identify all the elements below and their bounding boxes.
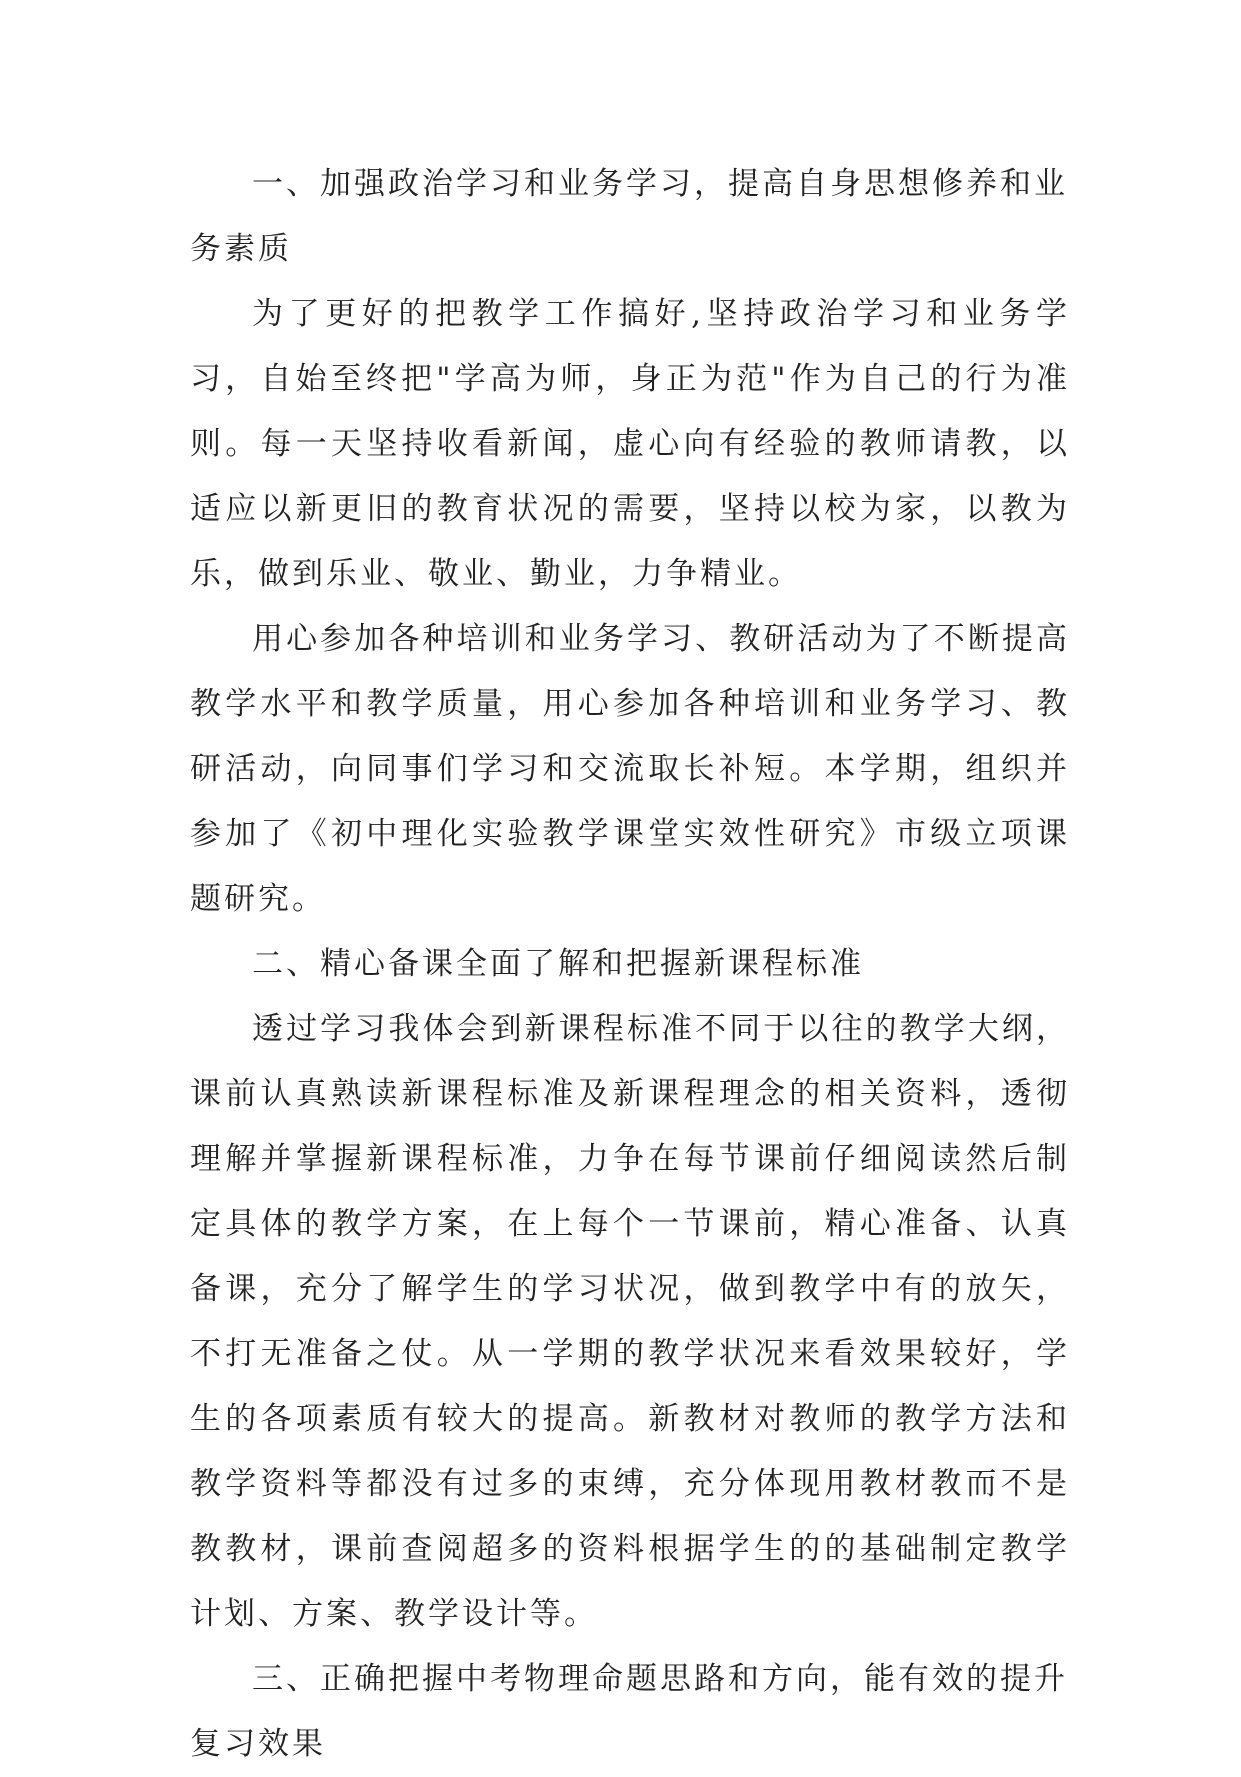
section-heading-2: 二、精心备课全面了解和把握新课程标准: [252, 946, 864, 982]
document-body: [190, 152, 1070, 1777]
paragraph-3: 透过学习我体会到新课程标准不同于以往的教学大纲，课前认真熟读新课程标准及新课程理念的相关资料，透彻理解并掌握新课程标准，力争在每节课前仔细阅读然后制定具体的教学方案，在上每个一节课前，精心准备、认真备课，充分了解学生的学习状况，做到教学中有的放矢，不打无准备之仗。从一学期的教学状况来看效果较好，学生的各项素质有较大的提高。新教材对教师的教学方法和教学资料等都没有过多的束缚，充分体现用教材教而不是教教材，课前查阅超多的资料根据学生的的基础制定教学计划、方案、教学设计等。: [190, 1011, 1070, 1632]
section-heading-3: 三、正确把握中考物理命题思路和方向，能有效的提升复习效果: [190, 1661, 1068, 1762]
paragraph-2: 用心参加各种培训和业务学习、教研活动为了不断提高教学水平和教学质量，用心参加各种培训和业务学习、教研活动，向同事们学习和交流取长补短。本学期，组织并参加了《初中理化实验教学课堂实效性研究》市级立项课题研究。: [190, 621, 1070, 917]
section-heading-1: 一、加强政治学习和业务学习，提高自身思想修养和业务素质: [190, 166, 1068, 267]
paragraph-1: 为了更好的把教学工作搞好,坚持政治学习和业务学习，自始至终把"学高为师，身正为范"作为自己的行为准则。每一天坚持收看新闻，虚心向有经验的教师请教，以适应以新更旧的教育状况的需要，坚持以校为家，以教为乐，做到乐业、敬业、勤业，力争精业。: [190, 296, 1070, 592]
